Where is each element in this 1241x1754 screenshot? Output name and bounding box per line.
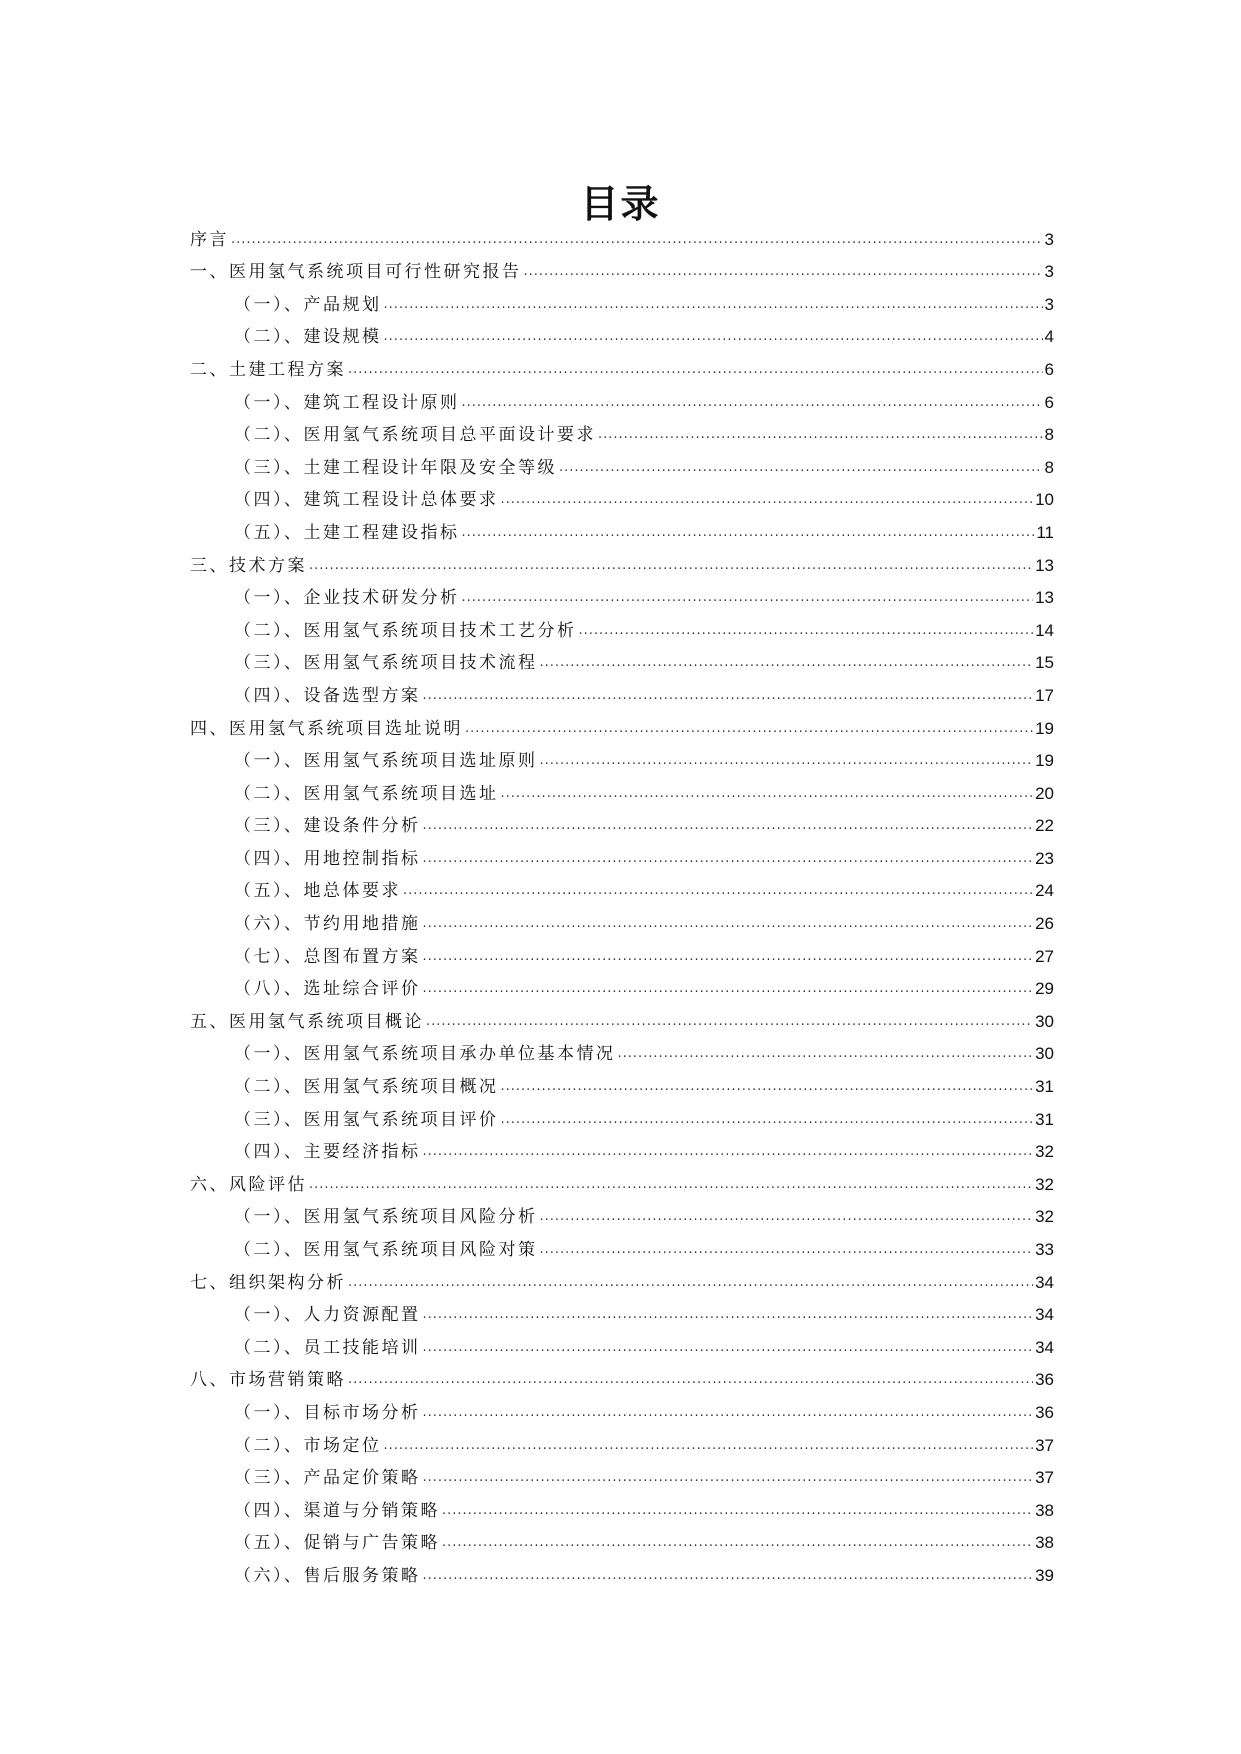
toc-entry-label: （二）、医用氢气系统项目总平面设计要求 [234, 425, 596, 446]
toc-page-number: 31 [1035, 1077, 1054, 1097]
toc-page-number: 36 [1035, 1370, 1054, 1390]
toc-entry-label: （五）、地总体要求 [234, 881, 401, 902]
toc-page-number: 38 [1035, 1533, 1054, 1553]
toc-entry-label: （二）、医用氢气系统项目概况 [234, 1077, 499, 1098]
toc-entry-label: （四）、建筑工程设计总体要求 [234, 490, 499, 511]
toc-page-number: 22 [1035, 816, 1054, 836]
toc-dot-leader [423, 1402, 1034, 1424]
toc-page-number: 13 [1035, 588, 1054, 608]
toc-page-number: 15 [1035, 653, 1054, 673]
toc-subsection-entry[interactable] [190, 1131, 1054, 1164]
toc-dot-leader [462, 392, 1043, 414]
toc-page-number: 34 [1035, 1305, 1054, 1325]
toc-subsection-entry[interactable] [190, 1033, 1054, 1066]
toc-subsection-entry[interactable] [190, 968, 1054, 1001]
toc-entry-label: （一）、建筑工程设计原则 [234, 392, 460, 413]
toc-subsection-entry[interactable] [190, 1424, 1054, 1457]
toc-page-number: 34 [1035, 1272, 1054, 1292]
toc-dot-leader [423, 1304, 1034, 1326]
toc-entry-label: （一）、人力资源配置 [234, 1305, 421, 1326]
toc-page-number: 20 [1035, 783, 1054, 803]
toc-entry-label: （八）、选址综合评价 [234, 979, 421, 1000]
toc-dot-leader [598, 424, 1043, 446]
toc-entry-label: （一）、产品规划 [234, 294, 382, 315]
toc-subsection-entry[interactable] [190, 1098, 1054, 1131]
toc-page-number: 36 [1035, 1402, 1054, 1422]
toc-entry-label: （三）、建设条件分析 [234, 816, 421, 837]
toc-dot-leader [348, 1369, 1033, 1391]
toc-subsection-entry[interactable] [190, 935, 1054, 968]
toc-page-number: 32 [1035, 1142, 1054, 1162]
toc-entry-label: （四）、主要经济指标 [234, 1142, 421, 1163]
toc-subsection-entry[interactable] [190, 740, 1054, 773]
toc-entry-label: 一、医用氢气系统项目可行性研究报告 [190, 262, 522, 283]
toc-dot-leader [403, 880, 1033, 902]
toc-entry-label: 三、技术方案 [190, 555, 307, 576]
toc-subsection-entry[interactable] [190, 1457, 1054, 1490]
toc-dot-leader [501, 489, 1034, 511]
toc-entry-label: （五）、土建工程建设指标 [234, 522, 460, 543]
toc-page-number: 3 [1044, 229, 1054, 249]
toc-dot-leader [423, 1337, 1034, 1359]
toc-page-number: 26 [1035, 914, 1054, 934]
toc-section-entry[interactable] [190, 1163, 1054, 1196]
toc-entry-label: （二）、医用氢气系统项目技术工艺分析 [234, 620, 577, 641]
toc-entry-label: （四）、用地控制指标 [234, 848, 421, 869]
toc-subsection-entry[interactable] [190, 1294, 1054, 1327]
toc-section-entry[interactable] [190, 251, 1054, 284]
toc-page-number: 31 [1035, 1109, 1054, 1129]
toc-dot-leader [540, 750, 1034, 772]
toc-subsection-entry[interactable] [190, 479, 1054, 512]
toc-section-entry[interactable] [190, 707, 1054, 740]
toc-dot-leader [423, 913, 1034, 935]
toc-page-number: 3 [1044, 262, 1054, 282]
toc-page-number: 24 [1035, 881, 1054, 901]
toc-dot-leader [524, 261, 1043, 283]
toc-entry-label: （二）、医用氢气系统项目选址 [234, 783, 499, 804]
toc-page-number: 30 [1035, 1044, 1054, 1064]
toc-dot-leader [231, 229, 1043, 251]
toc-subsection-entry[interactable] [190, 674, 1054, 707]
toc-dot-leader [579, 620, 1034, 642]
toc-page-number: 32 [1035, 1207, 1054, 1227]
toc-subsection-entry[interactable] [190, 1326, 1054, 1359]
toc-page-number: 39 [1035, 1565, 1054, 1585]
toc-page-number: 34 [1035, 1337, 1054, 1357]
toc-entry-label: （一）、医用氢气系统项目选址原则 [234, 751, 538, 772]
toc-subsection-entry[interactable] [190, 1065, 1054, 1098]
toc-dot-leader [618, 1043, 1034, 1065]
toc-entry-label: （六）、节约用地措施 [234, 914, 421, 935]
toc-dot-leader [423, 815, 1034, 837]
toc-subsection-entry[interactable] [190, 381, 1054, 414]
toc-page-number: 37 [1035, 1435, 1054, 1455]
toc-dot-leader [501, 783, 1034, 805]
toc-entry-label: 五、医用氢气系统项目概论 [190, 1011, 424, 1032]
toc-dot-leader [442, 1532, 1033, 1554]
toc-entry-label: （二）、员工技能培训 [234, 1337, 421, 1358]
toc-entry-label: （六）、售后服务策略 [234, 1565, 421, 1586]
toc-subsection-entry[interactable] [190, 1391, 1054, 1424]
toc-subsection-entry[interactable] [190, 837, 1054, 870]
toc-dot-leader [423, 946, 1034, 968]
toc-entry-label: （一）、医用氢气系统项目承办单位基本情况 [234, 1044, 616, 1065]
toc-page-number: 29 [1035, 979, 1054, 999]
toc-page-number: 17 [1035, 685, 1054, 705]
toc-subsection-entry[interactable] [190, 772, 1054, 805]
toc-dot-leader [423, 1141, 1034, 1163]
toc-dot-leader [384, 1435, 1034, 1457]
toc-list [190, 218, 1054, 1587]
toc-subsection-entry[interactable] [190, 577, 1054, 610]
toc-subsection-entry[interactable] [190, 316, 1054, 349]
toc-dot-leader [540, 1206, 1034, 1228]
toc-subsection-entry[interactable] [190, 870, 1054, 903]
toc-dot-leader [423, 848, 1034, 870]
toc-section-entry[interactable] [190, 348, 1054, 381]
toc-page-number: 3 [1044, 294, 1054, 314]
toc-subsection-entry[interactable] [190, 1489, 1054, 1522]
toc-page-number: 38 [1035, 1500, 1054, 1520]
toc-dot-leader [423, 685, 1034, 707]
toc-entry-label: （二）、医用氢气系统项目风险对策 [234, 1240, 538, 1260]
toc-page-number: 30 [1035, 1011, 1054, 1031]
toc-dot-leader [462, 587, 1034, 609]
toc-subsection-entry[interactable] [190, 609, 1054, 642]
toc-entry-label: （二）、市场定位 [234, 1435, 382, 1456]
toc-subsection-entry[interactable] [190, 1554, 1054, 1587]
toc-entry-label: （一）、企业技术研发分析 [234, 588, 460, 609]
toc-section-entry[interactable] [190, 1261, 1054, 1294]
toc-dot-leader [462, 522, 1035, 544]
toc-page-number: 19 [1035, 718, 1054, 738]
toc-section-entry[interactable] [190, 544, 1054, 577]
toc-entry-label: 八、市场营销策略 [190, 1370, 346, 1391]
toc-page-number: 8 [1044, 425, 1054, 445]
toc-page-number: 27 [1035, 946, 1054, 966]
toc-subsection-entry[interactable] [190, 1196, 1054, 1229]
toc-dot-leader [423, 1565, 1034, 1587]
toc-dot-leader [384, 294, 1043, 316]
toc-subsection-entry[interactable] [190, 902, 1054, 935]
toc-page-number: 32 [1035, 1174, 1054, 1194]
toc-dot-leader [501, 1076, 1034, 1098]
toc-dot-leader [465, 718, 1033, 740]
toc-entry-label: （一）、医用氢气系统项目风险分析 [234, 1207, 538, 1228]
toc-page-number: 37 [1035, 1468, 1054, 1488]
toc-page-number: 14 [1035, 620, 1054, 640]
toc-subsection-entry[interactable] [190, 511, 1054, 544]
toc-entry-label: 七、组织架构分析 [190, 1272, 346, 1293]
toc-entry-label: （七）、总图布置方案 [234, 946, 421, 967]
toc-page-number: 33 [1035, 1240, 1054, 1259]
toc-entry-label: （三）、医用氢气系统项目评价 [234, 1109, 499, 1130]
toc-dot-leader [442, 1500, 1033, 1522]
toc-dot-leader [540, 1239, 1034, 1261]
toc-dot-leader [423, 978, 1034, 1000]
toc-section-entry[interactable] [190, 1000, 1054, 1033]
toc-subsection-entry[interactable] [190, 283, 1054, 316]
toc-dot-leader [309, 555, 1033, 577]
toc-dot-leader [501, 1109, 1034, 1131]
toc-entry-label: 序言 [190, 229, 229, 250]
toc-page-number: 19 [1035, 751, 1054, 771]
toc-page-number: 23 [1035, 848, 1054, 868]
toc-dot-leader [426, 1011, 1033, 1033]
toc-subsection-entry[interactable] [190, 805, 1054, 838]
toc-page-number: 4 [1044, 327, 1054, 347]
toc-dot-leader [309, 1174, 1033, 1196]
toc-page-number: 11 [1036, 522, 1054, 542]
toc-section-entry[interactable] [190, 218, 1054, 251]
toc-page-number: 13 [1035, 555, 1054, 575]
toc-dot-leader [348, 359, 1043, 381]
toc-entry-label: （二）、建设规模 [234, 327, 382, 348]
toc-entry-label: （四）、渠道与分销策略 [234, 1500, 440, 1521]
toc-entry-label: （一）、目标市场分析 [234, 1402, 421, 1423]
toc-page-number: 10 [1035, 490, 1054, 510]
toc-page-number: 8 [1044, 457, 1054, 477]
toc-entry-label: （三）、产品定价策略 [234, 1468, 421, 1489]
toc-section-entry[interactable] [190, 1359, 1054, 1392]
toc-entry-label: （三）、土建工程设计年限及安全等级 [234, 457, 557, 478]
toc-entry-label: 四、医用氢气系统项目选址说明 [190, 718, 463, 739]
toc-entry-label: 六、风险评估 [190, 1174, 307, 1195]
toc-dot-leader [559, 457, 1043, 479]
toc-title: 目录 [580, 182, 661, 227]
toc-page-number: 6 [1044, 392, 1054, 412]
toc-subsection-entry[interactable] [190, 1228, 1054, 1261]
toc-entry-label: 二、土建工程方案 [190, 359, 346, 380]
toc-subsection-entry[interactable] [190, 446, 1054, 479]
toc-page-number: 6 [1044, 359, 1054, 379]
toc-subsection-entry[interactable] [190, 414, 1054, 447]
toc-dot-leader [384, 326, 1043, 348]
toc-subsection-entry[interactable] [190, 642, 1054, 675]
toc-entry-label: （四）、设备选型方案 [234, 685, 421, 706]
toc-entry-label: （五）、促销与广告策略 [234, 1533, 440, 1554]
toc-dot-leader [348, 1272, 1033, 1294]
toc-dot-leader [423, 1467, 1034, 1489]
toc-subsection-entry[interactable] [190, 1522, 1054, 1555]
toc-dot-leader [540, 652, 1034, 674]
toc-entry-label: （三）、医用氢气系统项目技术流程 [234, 653, 538, 674]
